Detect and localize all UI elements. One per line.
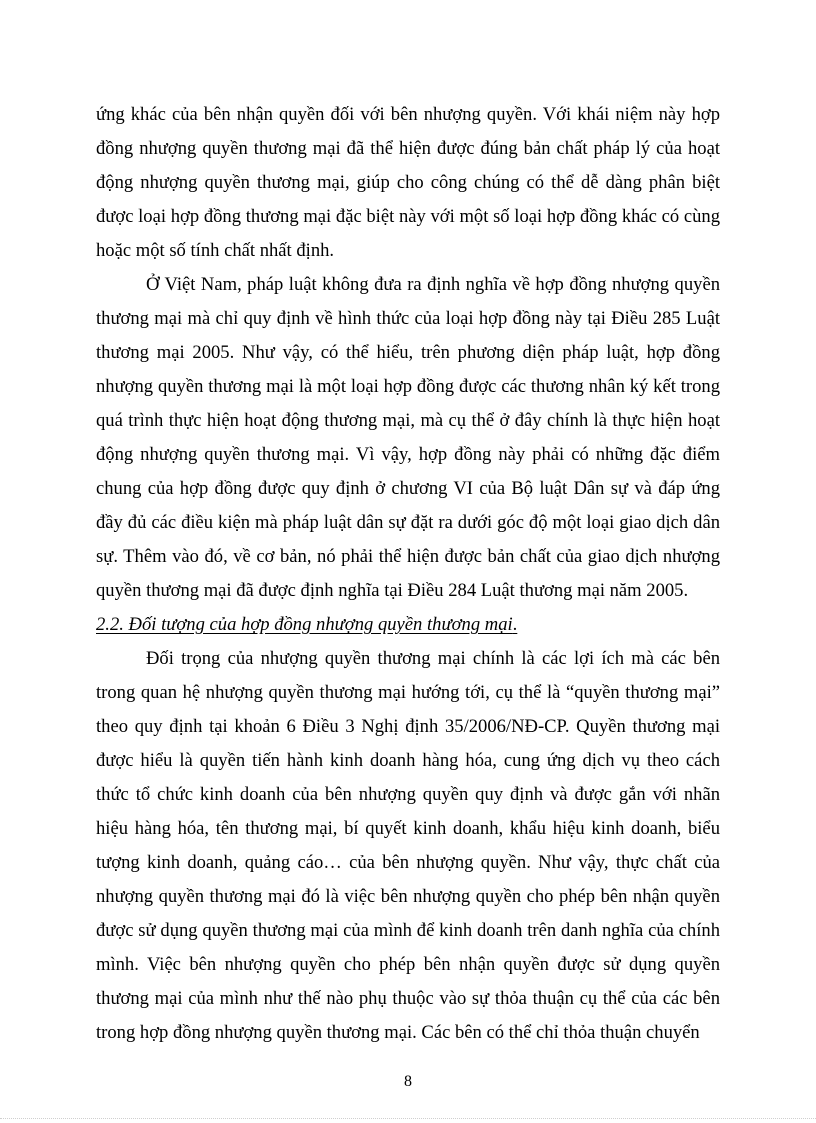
paragraph-object-of-contract: Đối trọng của nhượng quyền thương mại chính là các lợi ích mà các bên trong quan hệ nhượng quyền thương mại hướng tới, cụ thể là “quyền thương mại” theo quy định tại khoản 6 Điều 3 Nghị định 35/2006/NĐ-CP. Quyền thương mại được hiểu là quyền tiến hành kinh doanh hàng hóa, cung ứng dịch vụ theo cách thức tổ chức kinh doanh của bên nhượng quyền quy định và được gắn với nhãn hiệu hàng hóa, tên thương mại, bí quyết kinh doanh, khẩu hiệu kinh doanh, biểu tượng kinh doanh, quảng cáo… của bên nhượng quyền. Như vậy, thực chất của nhượng quyền thương mại đó là việc bên nhượng quyền cho phép bên nhận quyền được sử dụng quyền thương mại của mình để kinh doanh trên danh nghĩa của chính mình. Việc bên nhượng quyền cho phép bên nhận quyền được sử dụng quyền thương mại của mình như thế nào phụ thuộc vào sự thỏa thuận cụ thể của các bên trong hợp đồng nhượng quyền thương mại. Các bên có thể chỉ thỏa thuận chuyển: [96, 648, 720, 1043]
document-body: [96, 98, 720, 1050]
section-heading: [96, 608, 720, 642]
paragraph-vietnam-law: Ở Việt Nam, pháp luật không đưa ra định nghĩa về hợp đồng nhượng quyền thương mại mà chỉ quy định về hình thức của loại hợp đồng này tại Điều 285 Luật thương mại 2005. Như vậy, có thể hiểu, trên phương diện pháp luật, hợp đồng nhượng quyền thương mại là một loại hợp đồng được các thương nhân ký kết trong quá trình thực hiện hoạt động thương mại, mà cụ thể ở đây chính là thực hiện hoạt động nhượng quyền thương mại. Vì vậy, hợp đồng này phải có những đặc điểm chung của hợp đồng được quy định ở chương VI của Bộ luật Dân sự và đáp ứng đầy đủ các điều kiện mà pháp luật dân sự đặt ra dưới góc độ một loại giao dịch dân sự. Thêm vào đó, về cơ bản, nó phải thể hiện được bản chất của giao dịch nhượng quyền thương mại đã được định nghĩa tại Điều 284 Luật thương mại năm 2005.: [96, 274, 720, 601]
paragraph-continuation: ứng khác của bên nhận quyền đối với bên nhượng quyền. Với khái niệm này hợp đồng nhượng quyền thương mại đã thể hiện được đúng bản chất pháp lý của hoạt động nhượng quyền thương mại, giúp cho công chúng có thể dễ dàng phân biệt được loại hợp đồng thương mại đặc biệt này với một số loại hợp đồng khác có cùng hoặc một số tính chất nhất định.: [96, 104, 720, 261]
page-bottom-divider: [0, 1118, 816, 1119]
page-number: 8: [404, 1073, 412, 1090]
section-heading-period: .: [512, 614, 518, 635]
section-heading-text: 2.2. Đối tượng của hợp đồng nhượng quyền thương mại: [96, 614, 513, 635]
